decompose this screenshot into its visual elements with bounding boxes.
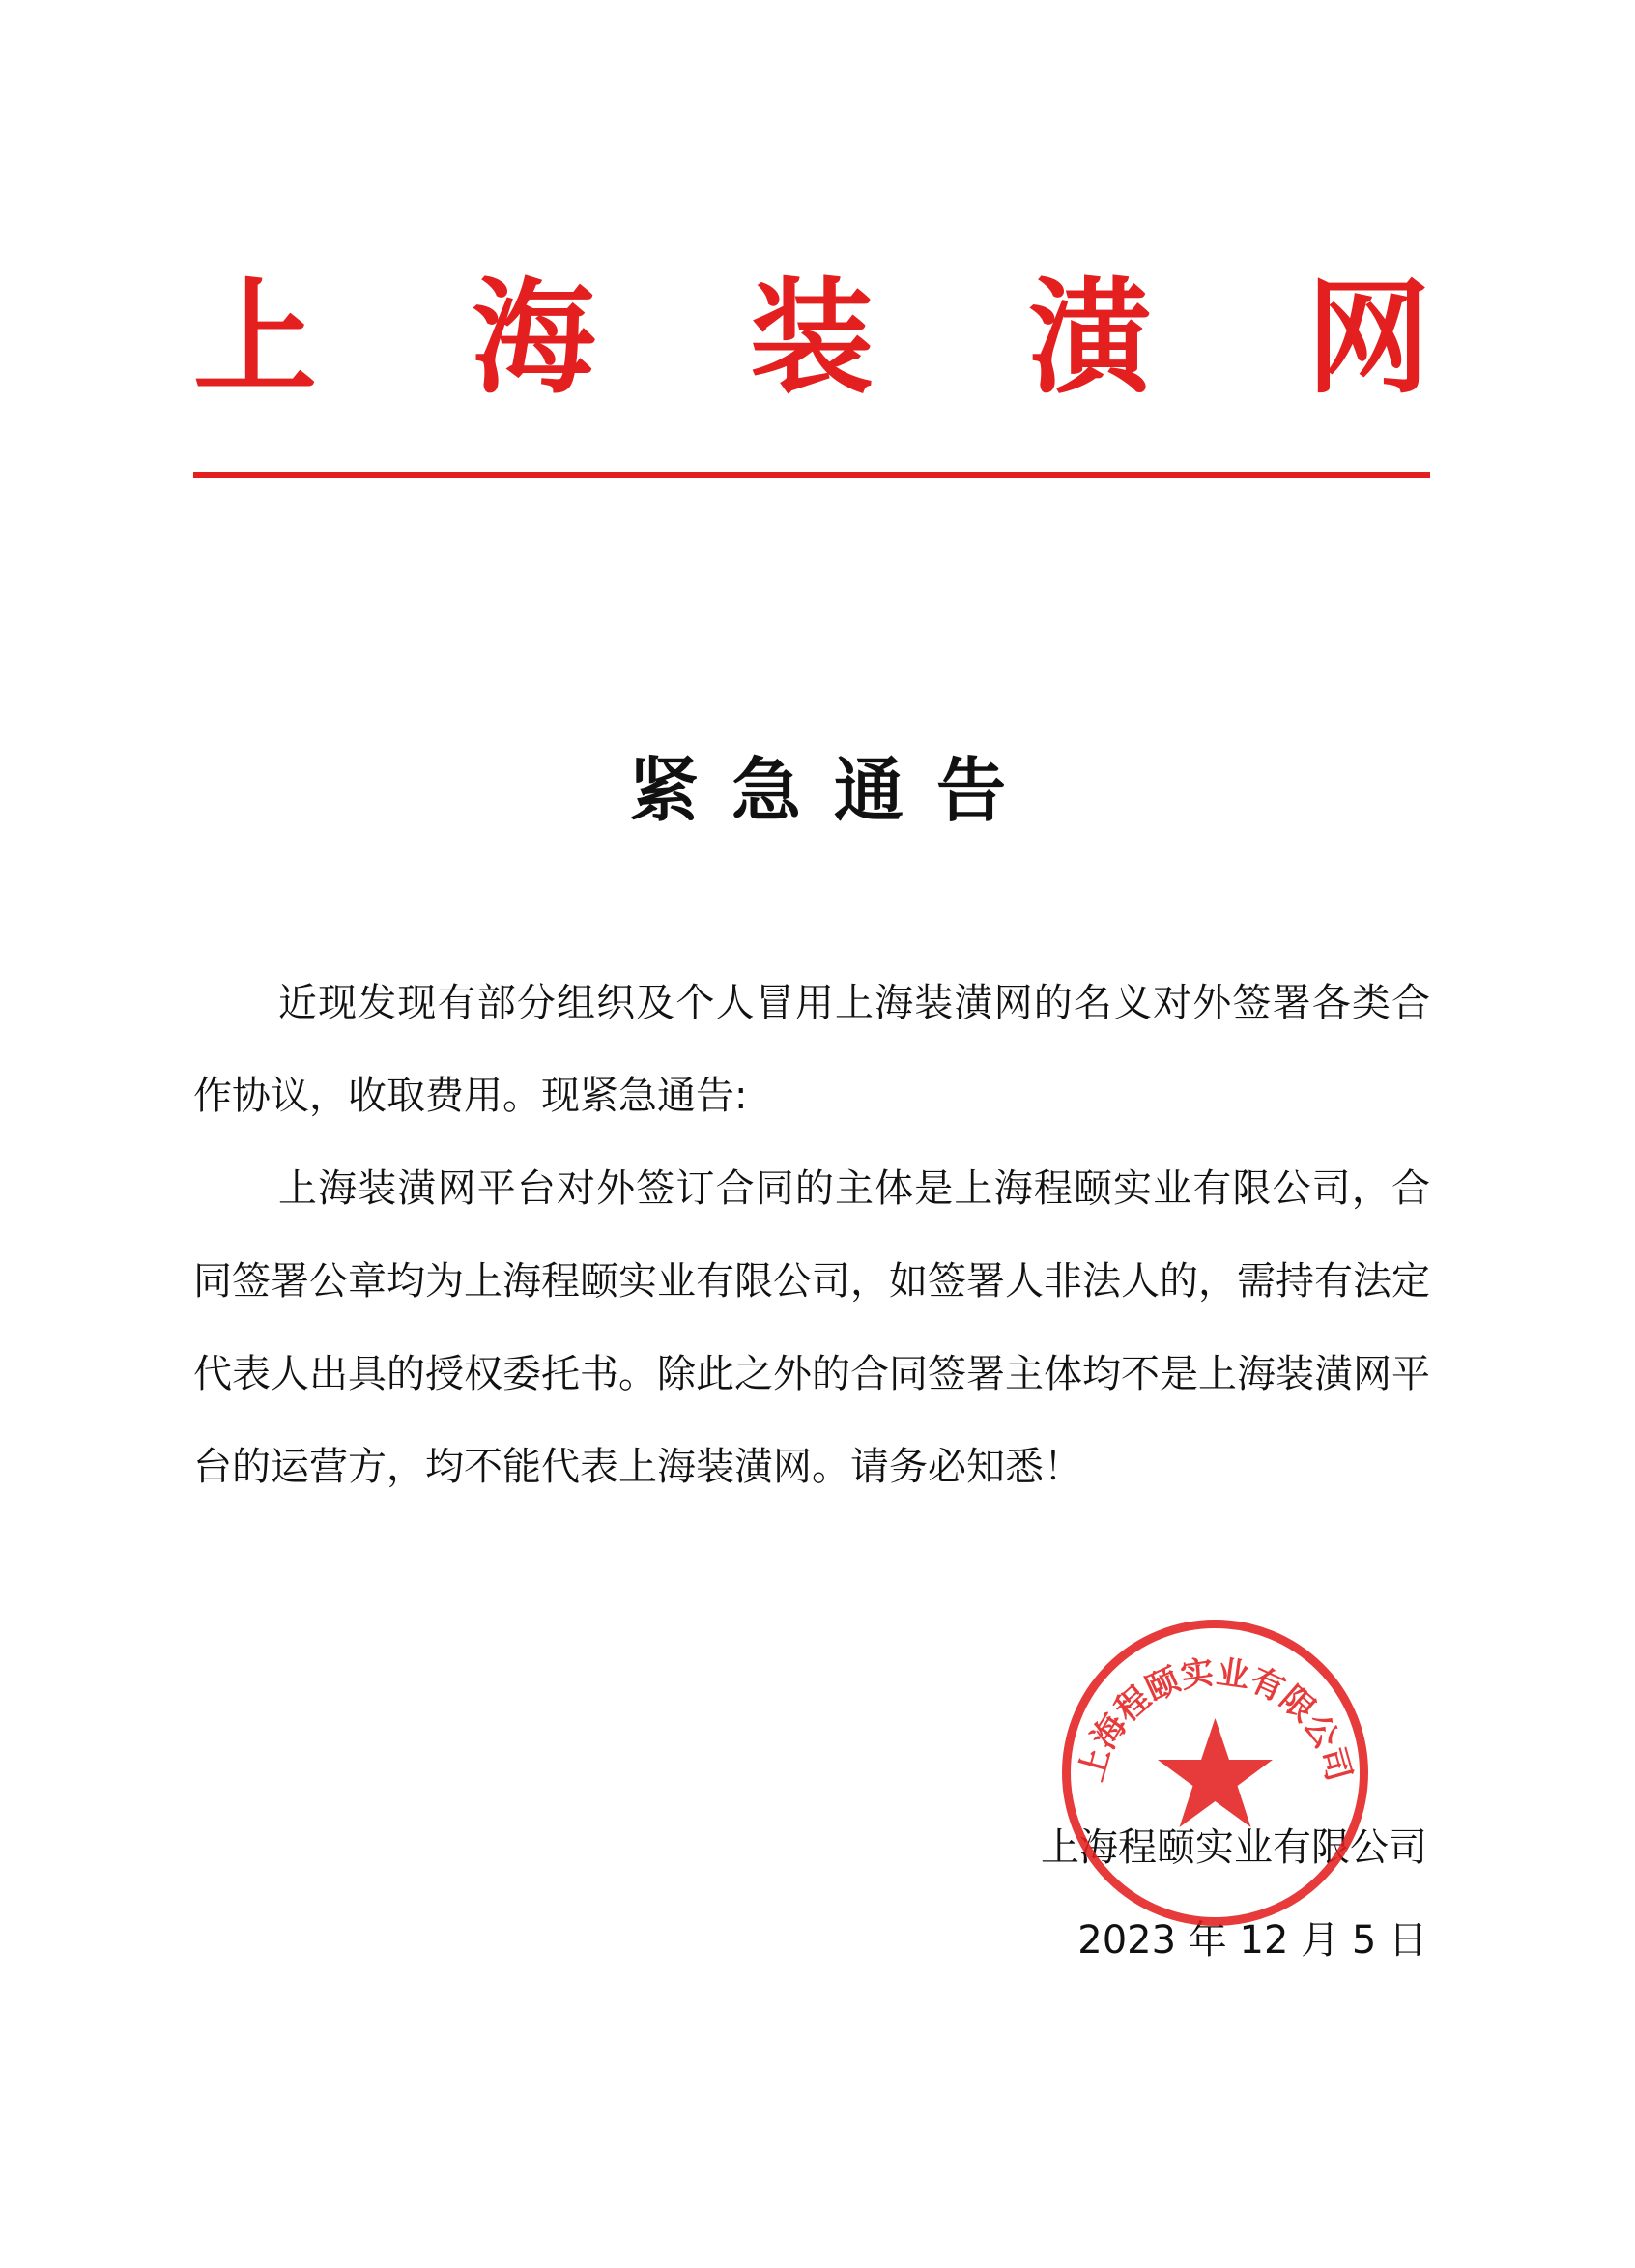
letterhead-char-2: 海 xyxy=(471,266,595,411)
letterhead-char-1: 上 xyxy=(193,266,318,411)
body-paragraph-1: 近现发现有部分组织及个人冒用上海装潢网的名义对外签署各类合作协议，收取费用。现紧急通告: xyxy=(193,981,1430,1118)
letterhead xyxy=(193,261,1430,416)
signature-company: 上海程颐实业有限公司 xyxy=(1041,1825,1427,1870)
signature-date: 2023 年 12 月 5 日 xyxy=(1077,1918,1427,1963)
company-seal xyxy=(1058,1616,1372,1930)
body-paragraph-2: 上海装潢网平台对外签订合同的主体是上海程颐实业有限公司，合同签署公章均为上海程颐实业有限公司，如签署人非法人的，需持有法定代表人出具的授权委托书。除此之外的合同签署主体均不是上海装潢网平台的运营方，均不能代表上海装潢网。请务必知悉！ xyxy=(193,1166,1430,1489)
notice-title: 紧急通告 xyxy=(628,749,1039,831)
seal-text: 上海程颐实业有限公司 xyxy=(1072,1652,1359,1786)
notice-body xyxy=(193,957,1430,1513)
letterhead-char-3: 装 xyxy=(749,266,874,411)
letterhead-char-4: 潢 xyxy=(1027,266,1152,411)
seal-star-icon xyxy=(1158,1718,1273,1827)
letterhead-char-5: 网 xyxy=(1305,266,1430,411)
letterhead-divider xyxy=(193,472,1430,478)
